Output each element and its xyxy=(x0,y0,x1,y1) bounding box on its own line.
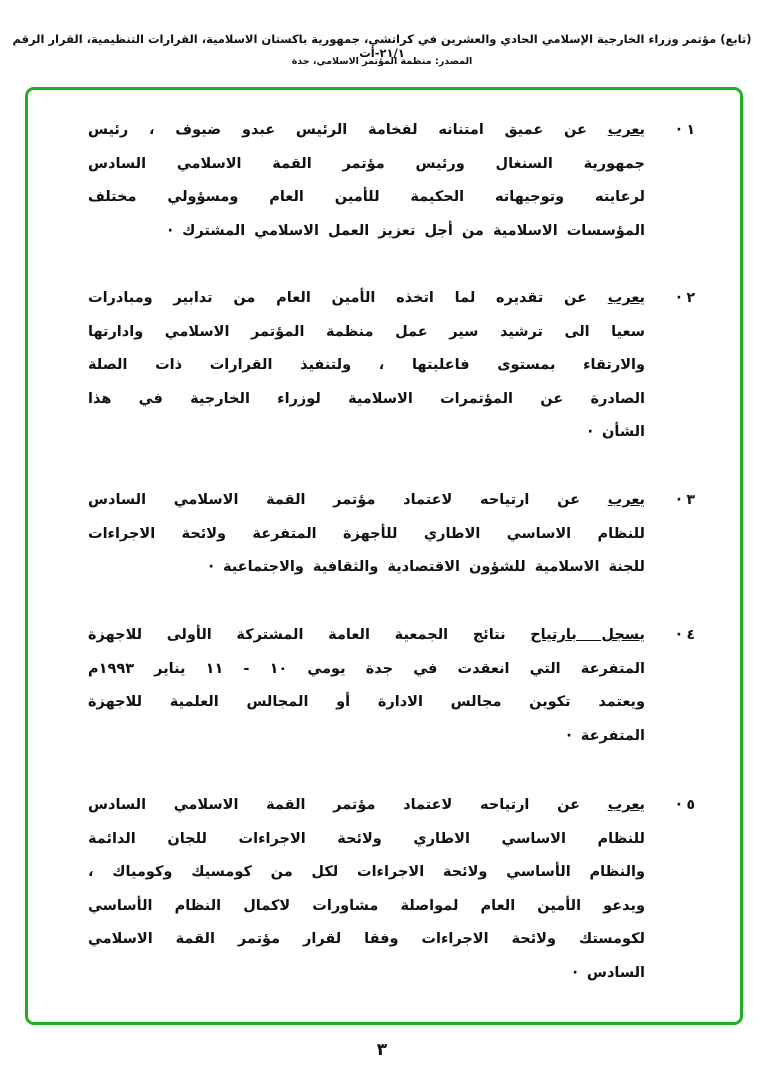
paragraph-line xyxy=(88,927,645,961)
paragraph-line xyxy=(88,286,645,320)
paragraph-lead-verb: يعرب xyxy=(607,797,645,813)
paragraph-line xyxy=(88,152,645,186)
paragraph-number: ٣ · xyxy=(676,492,695,508)
paragraph-line xyxy=(88,690,645,724)
resolution-paragraph xyxy=(88,623,695,757)
page-number: ٣ xyxy=(376,1040,388,1060)
line-text: الشأن · xyxy=(587,424,645,440)
resolution-paragraph xyxy=(88,286,695,454)
line-text: للنظام الاساسي الاطاري ولائحة الاجراءات للجان الدائمة xyxy=(88,830,645,847)
paragraph-lead-verb: يسجل بارتياح xyxy=(530,627,645,643)
paragraph-line xyxy=(88,387,645,421)
paragraph-line xyxy=(88,185,645,219)
line-text: عن تقديره لما اتخذه الأمين العام من تدابير ومبادرات xyxy=(88,290,588,306)
paragraph-line xyxy=(88,623,645,657)
resolution-paragraph xyxy=(88,793,695,994)
line-text: ويعتمد تكوين مجالس الادارة أو المجالس العلمية للاجهزة xyxy=(88,694,645,710)
paragraph-line xyxy=(88,353,645,387)
paragraph-line xyxy=(88,522,645,556)
paragraph-line xyxy=(88,555,645,589)
paragraph-line xyxy=(88,219,645,253)
paragraph-lead-verb: يعرب xyxy=(607,290,645,306)
paragraph-line xyxy=(88,724,645,758)
line-text: نتائج الجمعية العامة المشتركة الأولى للاجهزة xyxy=(88,627,506,643)
line-text: عن ارتياحه لاعتماد مؤتمر القمة الاسلامي السادس xyxy=(88,797,581,813)
paragraph-number: ١ · xyxy=(676,122,695,138)
line-text: المؤسسات الاسلامية من أجل تعزيز العمل الاسلامي المشترك · xyxy=(167,222,645,239)
document-source: المصدر: منظمة المؤتمر الاسلامي، جدة xyxy=(291,56,473,67)
paragraph-lead-verb: يعرب xyxy=(607,122,645,138)
line-text: والارتقاء بمستوى فاعليتها ، ولتنفيذ القرارات ذات الصلة xyxy=(88,357,645,373)
paragraph-line xyxy=(88,320,645,354)
line-text: عن ارتياحه لاعتماد مؤتمر القمة الاسلامي السادس xyxy=(88,492,581,508)
line-text: سعيا الى ترشيد سير عمل منظمة المؤتمر الاسلامي وادارتها xyxy=(88,323,645,340)
line-text: لكومستك ولائحة الاجراءات وفقا لقرار مؤتمر القمة الاسلامي xyxy=(88,931,645,947)
paragraph-line xyxy=(88,657,645,691)
line-text: المتفرعة التي انعقدت في جدة يومي ١٠ - ١١ يناير ١٩٩٣م xyxy=(88,660,645,677)
paragraph-lead-verb: يعرب xyxy=(607,492,645,508)
resolution-paragraph xyxy=(88,488,695,589)
line-text: ويدعو الأمين العام لمواصلة مشاورات لاكمال النظام الأساسي xyxy=(88,897,645,914)
line-text: للجنة الاسلامية للشؤون الاقتصادية والثقافية والاجتماعية · xyxy=(208,559,645,575)
line-text: والنظام الأساسي ولائحة الاجراءات لكل من كومسيك وكومياك ، xyxy=(88,864,645,880)
paragraph-number: ٤ · xyxy=(676,627,695,643)
line-text: جمهورية السنغال ورئيس مؤتمر القمة الاسلامي السادس xyxy=(88,155,645,172)
paragraph-line xyxy=(88,118,645,152)
paragraph-number: ٥ · xyxy=(676,797,695,813)
line-text: لرعايته وتوجيهاته الحكيمة للأمين العام ومسؤولي مختلف xyxy=(88,189,645,205)
paragraph-line xyxy=(88,420,645,454)
paragraph-line xyxy=(88,894,645,928)
line-text: للنظام الاساسي الاطاري للأجهزة المتفرعة ولائحة الاجراءات xyxy=(88,525,645,542)
resolution-paragraph xyxy=(88,118,695,252)
line-text: الصادرة عن المؤتمرات الاسلامية لوزراء الخارجية في هذا xyxy=(88,390,645,407)
paragraph-line xyxy=(88,793,645,827)
paragraph-line xyxy=(88,860,645,894)
document-header-title: (تابع) مؤتمر وزراء الخارجية الإسلامي الحادي والعشرين في كراتشي، جمهورية باكستان الاسلامية، القرارات التنظيمية، القرار الرقم ٢١/١-أت xyxy=(12,32,752,60)
paragraph-number: ٢ · xyxy=(676,290,695,306)
paragraph-line xyxy=(88,488,645,522)
paragraph-line xyxy=(88,961,645,995)
paragraph-line xyxy=(88,827,645,861)
line-text: السادس · xyxy=(572,964,645,981)
line-text: المتفرعة · xyxy=(566,727,645,744)
line-text: عن عميق امتنانه لفخامة الرئيس عبدو ضيوف ، رئيس xyxy=(88,122,587,138)
